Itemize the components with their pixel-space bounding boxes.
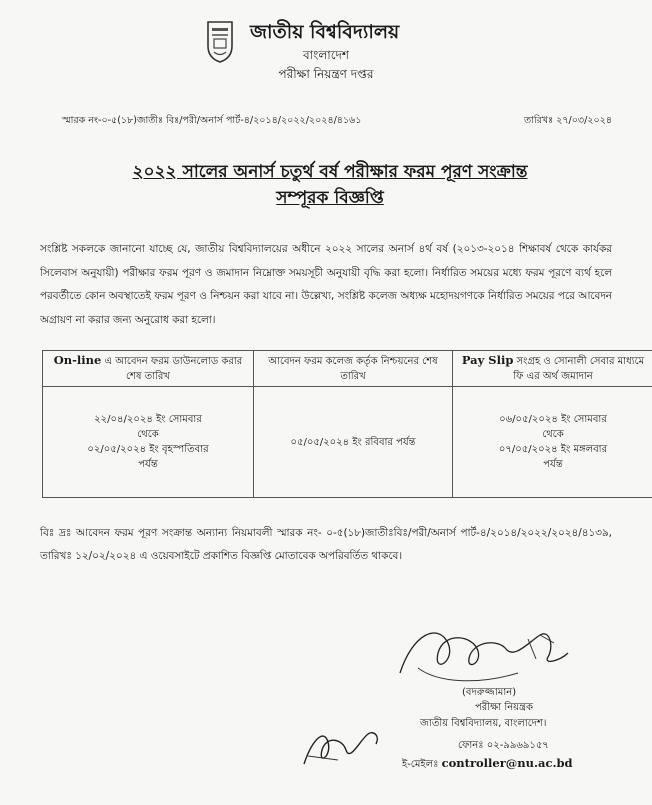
university-name: জাতীয় বিশ্ববিদ্যালয় (250, 21, 400, 43)
table-cell-payment-deadline: ০৬/০৫/২০২৪ ইং সোমবার থেকে ০৭/০৫/২০২৪ ইং মঙ্গলবার পর্যন্ত (453, 387, 652, 498)
initials-signature-icon (298, 720, 384, 772)
notice-body: সংশ্লিষ্ট সকলকে জানানো যাচ্ছে যে, জাতীয় বিশ্ববিদ্যালয়ের অধীনে ২০২২ সালের অনার্স ৪র্থ বর্ষ (২০১৩-২০১৪ শিক্ষাবর্ষ থেকে কার্যকর সিলেবাস অনুযায়ী) পরীক্ষার ফরম পূরণ ও জমাদান নিম্নোক্ত সময়সূচী অনুযায়ী বৃদ্ধি করা হলো। নির্ধারিত সময়ের মধ্যে ফরম পূরণে ব্যর্থ হলে পরবর্তীতে কোন অবস্থাতেই ফরম পূরণ ও নিশ্চয়ন করা যাবে না। উল্লেখ্য, সংশ্লিষ্ট কলেজ অধ্যক্ষ মহোদয়গণকে নির্ধারিত সময়ের পরে আবেদন অগ্রায়ণ না করার জন্য অনুরোধ করা হলো। (40, 243, 612, 326)
table-row (43, 387, 652, 498)
schedule-table (42, 350, 652, 498)
table-header-cell: Pay Slip সংগ্রহ ও সোনালী সেবার মাধ্যমে ফি এর অর্থ জমাদান (453, 351, 652, 387)
memo-number: স্মারক নং-০-৫(১৮)জাতীঃ বিঃ/পরী/অনার্স পার্ট-৪/২০১৪/২০২২/২০২৪/৪১৬১ (62, 115, 362, 126)
contact-email: ই-মেইলঃ controller@nu.ac.bd (402, 756, 573, 770)
contact-phone: ফোনঃ ০২-৯৯৬৯১৫৭ (458, 740, 549, 751)
table-header-row (43, 351, 652, 387)
notice-note: বিঃ দ্রঃ আবেদন ফরম পূরণ সংক্রান্ত অন্যান্য নিয়মাবলী স্মারক নং- ০-৫(১৮)জাতীঃবিঃ/পরী/অনার্স পার্ট-৪/২০১৪/২০২২/২০২৪/৪১৩৯, তারিখঃ ১২/০২/২০২৪ এ ওয়েবসাইটে প্রকাশিত বিজ্ঞপ্তি মোতাবেক অপরিবর্তিত থাকবে। (40, 527, 612, 562)
table-cell-download-deadline: ২২/০৪/২০২৪ ইং সোমবার থেকে ০২/০৫/২০২৪ ইং বৃহস্পতিবার পর্যন্ত (43, 387, 254, 498)
signatory-name: (বদরুজ্জামান) (462, 687, 517, 698)
table-cell-college-deadline: ০৫/০৫/২০২৪ ইং রবিবার পর্যন্ত (254, 387, 453, 498)
notice-title-line2: সম্পূরক বিজ্ঞপ্তি (276, 188, 384, 208)
notice-title-line1: ২০২২ সালের অনার্স চতুর্থ বর্ষ পরীক্ষার ফরম পূরণ সংক্রান্ত (132, 162, 528, 182)
signature-icon (378, 613, 578, 695)
signatory-organization: জাতীয় বিশ্ববিদ্যালয়, বাংলাদেশ। (420, 718, 547, 729)
table-header-cell: আবেদন ফরম কলেজ কর্তৃক নিশ্চয়নের শেষ তারিখ (254, 351, 453, 387)
table-header-cell: On-line এ আবেদন ফরম ডাউনলোড করার শেষ তারিখ (43, 351, 254, 387)
notice-date: তারিখঃ ২৭/০৩/২০২৪ (524, 115, 612, 126)
signatory-title: পরীক্ষা নিয়ন্ত্রক (475, 702, 533, 713)
office-name: পরীক্ষা নিয়ন্ত্রণ দপ্তর (278, 67, 374, 81)
country-name: বাংলাদেশ (303, 48, 349, 62)
